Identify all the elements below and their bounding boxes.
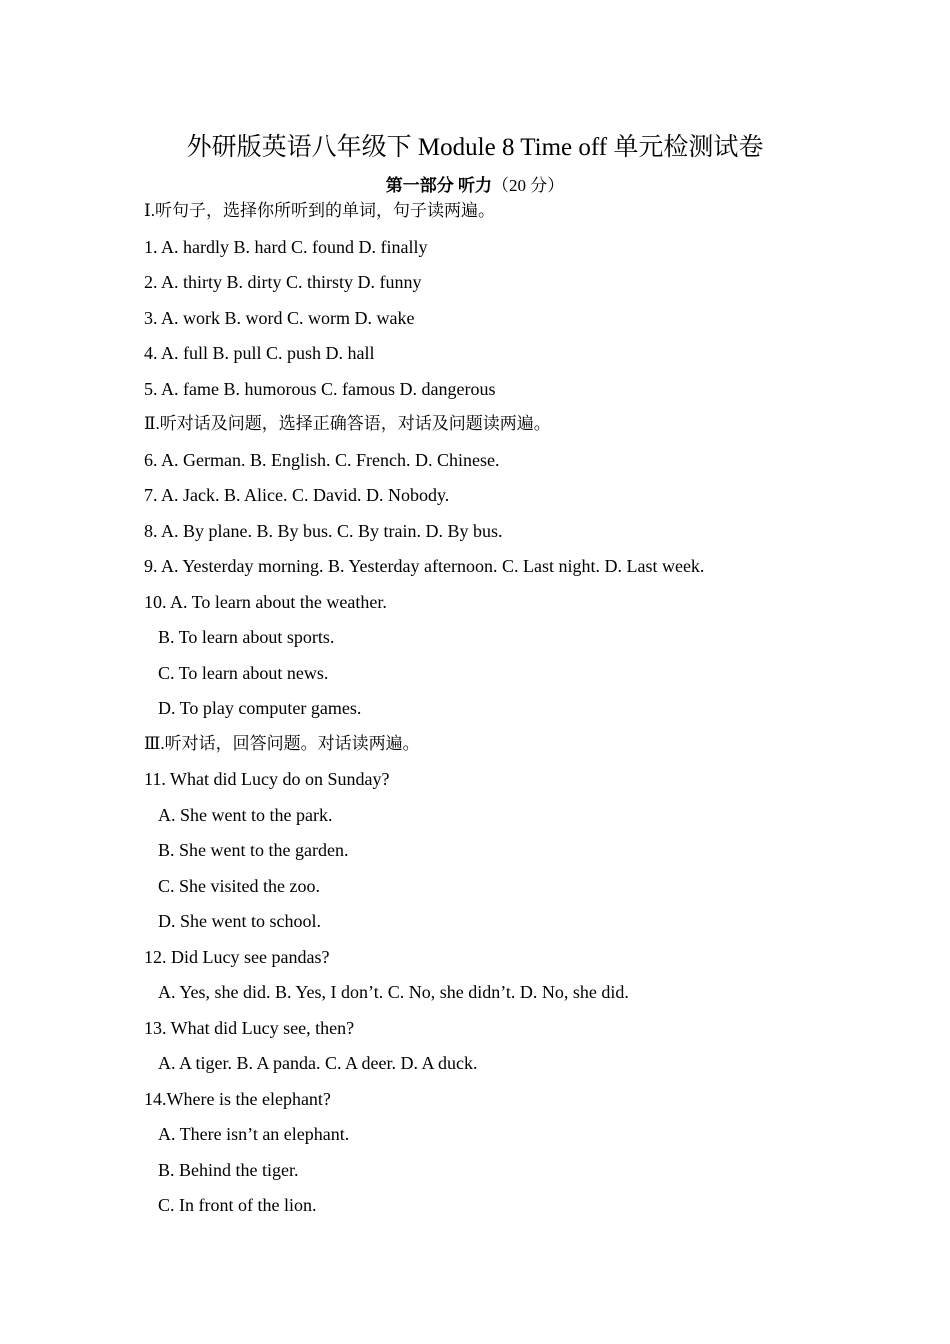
question-11-option-a: A. She went to the park. [158,804,333,825]
question-8: 8. A. By plane. B. By bus. C. By train. D. By bus. [144,520,503,541]
document-title: 外研版英语八年级下 Module 8 Time off 单元检测试卷 [186,134,764,161]
question-7: 7. A. Jack. B. Alice. C. David. D. Nobody. [144,485,450,505]
question-12: 12. Did Lucy see pandas? [144,946,330,967]
question-14-option-c: C. In front of the lion. [158,1195,317,1215]
question-4: 4. A. full B. pull C. push D. hall [144,343,375,363]
question-14-option-a: A. There isn’t an elephant. [158,1124,350,1144]
question-list [144,199,844,1229]
section-instruction-3: Ⅲ.听对话，回答问题。对话读两遍。 [144,733,420,753]
part-label: 第一部分 听力 [385,176,492,195]
question-10-option-b: B. To learn about sports. [158,627,335,647]
question-14: 14.Where is the elephant? [144,1088,331,1109]
question-11-option-c: C. She visited the zoo. [158,875,320,896]
question-2: 2. A. thirty B. dirty C. thirsty D. funny [144,272,422,292]
question-5: 5. A. fame B. humorous C. famous D. dangerous [144,378,496,399]
question-10: 10. A. To learn about the weather. [144,591,387,612]
question-10-option-d: D. To play computer games. [158,698,362,718]
question-11-option-b: B. She went to the garden. [158,840,349,860]
question-6: 6. A. German. B. English. C. French. D. Chinese. [144,449,500,470]
question-11-option-d: D. She went to school. [158,911,321,931]
question-3: 3. A. work B. word C. worm D. wake [144,307,415,328]
section-instruction-1: Ⅰ.听句子，选择你所听到的单词，句子读两遍。 [144,201,495,220]
question-13: 13. What did Lucy see, then? [144,1017,355,1038]
part-heading [0,174,950,198]
question-11: 11. What did Lucy do on Sunday? [144,769,390,789]
question-12-options: A. Yes, she did. B. Yes, I don’t. C. No, she didn’t. D. No, she did. [158,982,629,1002]
part-points: （20 分） [492,176,565,195]
question-1: 1. A. hardly B. hard C. found D. finally [144,236,428,257]
question-14-option-b: B. Behind the tiger. [158,1159,299,1180]
question-10-option-c: C. To learn about news. [158,662,329,683]
section-instruction-2: Ⅱ.听对话及问题，选择正确答语，对话及问题读两遍。 [144,414,551,433]
question-13-options: A. A tiger. B. A panda. C. A deer. D. A duck. [158,1053,478,1073]
question-9: 9. A. Yesterday morning. B. Yesterday afternoon. C. Last night. D. Last week. [144,556,705,576]
